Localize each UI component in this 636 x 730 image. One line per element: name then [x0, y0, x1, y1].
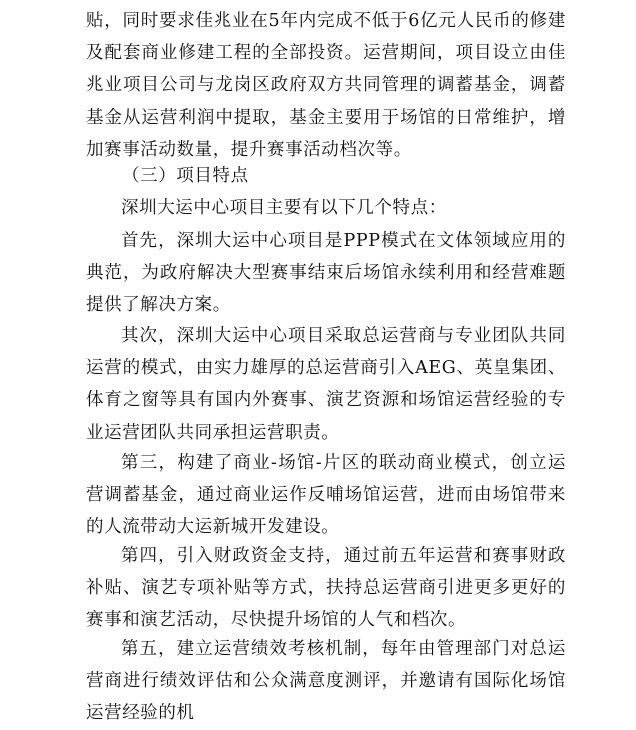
paragraph-feature-second: 其次，深圳大运中心项目采取总运营商与专业团队共同运营的模式，由实力雄厚的总运营商引入AEG、英皇集团、体育之窗等具有国内外赛事、演艺资源和场馆运营经验的专业运营团队共同承担运营职责。	[86, 326, 566, 443]
paragraph-feature-fourth: 第四，引入财政资金支持，通过前五年运营和赛事财政补贴、演艺专项补贴等方式，扶持总运营商引进更多更好的赛事和演艺活动，尽快提升场馆的人气和档次。	[86, 546, 566, 631]
section-heading-project-features: （三）项目特点	[122, 166, 249, 186]
paragraph-feature-third: 第三，构建了商业-场馆-片区的联动商业模式，创立运营调蓄基金，通过商业运作反哺场馆运营，进而由场馆带来的人流带动大运新城开发建设。	[86, 453, 566, 538]
paragraph-features-intro: 深圳大运中心项目主要有以下几个特点：	[121, 198, 447, 218]
paragraph-feature-first: 首先，深圳大运中心项目是PPP模式在文体领域应用的典范，为政府解决大型赛事结束后场馆永续利用和经营难题提供了解决方案。	[86, 231, 566, 316]
paragraph-investment-continuation: 贴，同时要求佳兆业在5年内完成不低于6亿元人民币的修建及配套商业修建工程的全部投资。运营期间，项目设立由佳兆业项目公司与龙岗区政府双方共同管理的调蓄基金，调蓄基金从运营利润中提取，基金主要用于场馆的日常维护，增加赛事活动数量，提升赛事活动档次等。	[86, 11, 566, 160]
paragraph-feature-fifth: 第五，建立运营绩效考核机制，每年由管理部门对总运营商进行绩效评估和公众满意度测评，并邀请有国际化场馆运营经验的机	[86, 639, 566, 724]
